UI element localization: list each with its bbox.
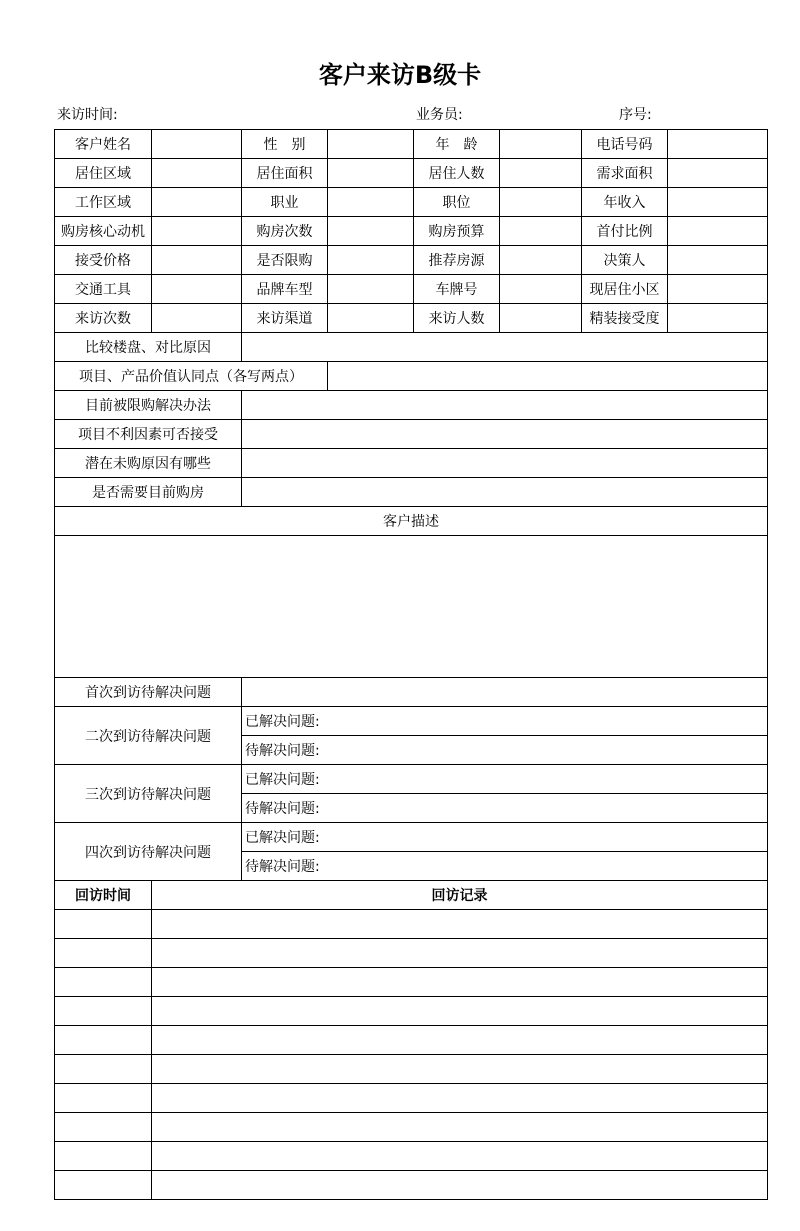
followup-time-cell[interactable] [55,1113,152,1142]
solved-issues-cell[interactable]: 已解决问题: [242,823,768,852]
wide-row-value-cell[interactable] [242,420,768,449]
value-recognition-label: 项目、产品价值认同点（各写两点） [55,362,328,391]
info-value-cell[interactable] [668,246,768,275]
followup-time-cell[interactable] [55,1055,152,1084]
visit-label: 四次到访待解决问题 [55,823,242,881]
followup-time-header: 回访时间 [55,881,152,910]
customer-visit-table [54,129,768,1200]
pending-issues-cell[interactable]: 待解决问题: [242,794,768,823]
info-label: 客户姓名 [55,130,152,159]
serial-label: 序号: [619,107,652,123]
info-value-cell[interactable] [668,304,768,333]
followup-time-cell[interactable] [55,1142,152,1171]
pending-issues-cell[interactable]: 待解决问题: [242,736,768,765]
info-value-cell[interactable] [500,304,582,333]
followup-record-cell[interactable] [152,1084,768,1113]
info-label: 年 龄 [414,130,500,159]
info-value-cell[interactable] [668,188,768,217]
compare-label: 比较楼盘、对比原因 [55,333,242,362]
info-value-cell[interactable] [500,188,582,217]
followup-time-cell[interactable] [55,1084,152,1113]
info-value-cell[interactable] [328,188,414,217]
info-label: 职业 [242,188,328,217]
solved-issues-cell[interactable]: 已解决问题: [242,765,768,794]
visit-time-label: 来访时间: [57,107,118,123]
info-label: 购房核心动机 [55,217,152,246]
wide-row-label: 是否需要目前购房 [55,478,242,507]
followup-record-cell[interactable] [152,968,768,997]
info-label: 来访渠道 [242,304,328,333]
followup-time-cell[interactable] [55,910,152,939]
info-label: 品牌车型 [242,275,328,304]
info-label: 购房次数 [242,217,328,246]
info-value-cell[interactable] [152,275,242,304]
followup-time-cell[interactable] [55,1171,152,1200]
info-value-cell[interactable] [500,159,582,188]
info-label: 购房预算 [414,217,500,246]
info-value-cell[interactable] [668,159,768,188]
followup-record-cell[interactable] [152,1113,768,1142]
visit-label: 二次到访待解决问题 [55,707,242,765]
followup-record-header: 回访记录 [152,881,768,910]
info-value-cell[interactable] [500,217,582,246]
info-label: 居住区域 [55,159,152,188]
info-label: 首付比例 [582,217,668,246]
info-value-cell[interactable] [328,159,414,188]
wide-row-label: 潜在未购原因有哪些 [55,449,242,478]
info-label: 是否限购 [242,246,328,275]
info-label: 性 别 [242,130,328,159]
info-label: 精装接受度 [582,304,668,333]
followup-record-cell[interactable] [152,997,768,1026]
info-value-cell[interactable] [328,217,414,246]
compare-value-cell[interactable] [242,333,768,362]
solved-issues-cell[interactable]: 已解决问题: [242,707,768,736]
form-title: 客户来访B级卡 [318,61,482,89]
first-visit-label: 首次到访待解决问题 [55,678,242,707]
wide-row-label: 项目不利因素可否接受 [55,420,242,449]
wide-row-value-cell[interactable] [242,449,768,478]
info-value-cell[interactable] [328,246,414,275]
customer-description-area[interactable] [55,536,768,678]
visit-label: 三次到访待解决问题 [55,765,242,823]
salesperson-label: 业务员: [416,107,463,123]
info-value-cell[interactable] [152,130,242,159]
info-value-cell[interactable] [328,275,414,304]
info-label: 职位 [414,188,500,217]
followup-record-cell[interactable] [152,1171,768,1200]
info-label: 居住人数 [414,159,500,188]
info-label: 来访人数 [414,304,500,333]
followup-record-cell[interactable] [152,1055,768,1084]
followup-record-cell[interactable] [152,910,768,939]
info-label: 居住面积 [242,159,328,188]
info-label: 车牌号 [414,275,500,304]
info-label: 需求面积 [582,159,668,188]
info-value-cell[interactable] [500,246,582,275]
customer-description-header: 客户描述 [55,507,768,536]
followup-time-cell[interactable] [55,1026,152,1055]
info-label: 接受价格 [55,246,152,275]
info-label: 工作区域 [55,188,152,217]
info-value-cell[interactable] [668,130,768,159]
first-visit-cell[interactable] [242,678,768,707]
info-value-cell[interactable] [328,304,414,333]
value-recognition-cell[interactable] [328,362,768,391]
info-label: 决策人 [582,246,668,275]
info-value-cell[interactable] [668,275,768,304]
followup-record-cell[interactable] [152,1142,768,1171]
info-label: 电话号码 [582,130,668,159]
info-value-cell[interactable] [668,217,768,246]
info-label: 推荐房源 [414,246,500,275]
info-label: 交通工具 [55,275,152,304]
info-value-cell[interactable] [328,130,414,159]
info-value-cell[interactable] [152,188,242,217]
info-value-cell[interactable] [152,304,242,333]
wide-row-value-cell[interactable] [242,391,768,420]
info-label: 来访次数 [55,304,152,333]
followup-record-cell[interactable] [152,939,768,968]
wide-row-label: 目前被限购解决办法 [55,391,242,420]
info-value-cell[interactable] [152,217,242,246]
wide-row-value-cell[interactable] [242,478,768,507]
followup-time-cell[interactable] [55,968,152,997]
followup-time-cell[interactable] [55,997,152,1026]
info-label: 年收入 [582,188,668,217]
info-value-cell[interactable] [500,275,582,304]
followup-time-cell[interactable] [55,939,152,968]
followup-record-cell[interactable] [152,1026,768,1055]
pending-issues-cell[interactable]: 待解决问题: [242,852,768,881]
info-label: 现居住小区 [582,275,668,304]
info-value-cell[interactable] [500,130,582,159]
info-value-cell[interactable] [152,159,242,188]
info-value-cell[interactable] [152,246,242,275]
